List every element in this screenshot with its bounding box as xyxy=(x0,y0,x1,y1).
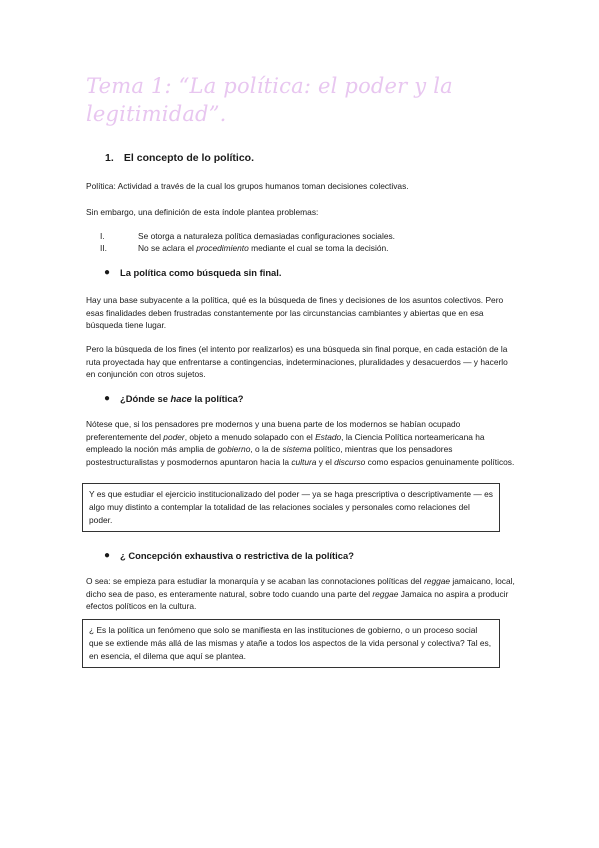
paragraph-notese: Nótese que, si los pensadores pre modernos y una buena parte de los modernos se habían ocupado preferentemente del poder, objeto a menudo solapado con el Estado, la Ciencia Política norteamericana ha empleado la noción más amplia de gobierno, o la de sistema político, mientras que los pensadores postestructuralistas y posmodernos apuntaron hacia la cultura y el discurso como espacios genuinamente políticos. xyxy=(86,419,515,467)
list-item xyxy=(100,242,520,254)
section-heading-text: El concepto de lo político. xyxy=(123,152,255,164)
bullet-icon: ● xyxy=(104,266,111,278)
bullet-heading xyxy=(104,393,243,404)
paragraph-politica-definition: Política: Actividad a través de la cual los grupos humanos toman decisiones colectivas. xyxy=(86,181,409,191)
paragraph-o-sea: O sea: se empieza para estudiar la monarquía y se acaban las connotaciones políticas del reggae jamaicano, local, dicho sea de paso, es enteramente natural, sobre todo cuando una parte del reggae Jamaica no aspira a producir efectos políticos en la cultura. xyxy=(86,576,515,612)
section-number: 1. xyxy=(105,152,114,164)
bullet-heading xyxy=(104,267,281,278)
problems-list xyxy=(100,230,520,254)
paragraph-base-subyacente: Hay una base subyacente a la política, qué es la búsqueda de fines y decisiones de los asuntos colectivos. Pero esas finalidades deben frustradas constantemente por las circunstancias cambiantes y abiertas que en esa búsqueda tiene lugar. xyxy=(86,295,504,331)
question-box: ¿ Es la política un fenómeno que solo se manifiesta en las instituciones de gobierno, o un proceso social que se extiende más allá de las mismas y atañe a todos los aspectos de la vida personal y colectiva? Tal es, en esencia, el dilema que aquí se plantea. xyxy=(82,619,500,668)
paragraph-busqueda-sin-final: Pero la búsqueda de los fines (el intento por realizarlos) es una búsqueda sin final porque, en cada estación de la ruta proyectada hay que enfrentarse a contingencias, indeterminaciones, pluralidades y desacuerdos — y hacerlo en conjunción con otros sujetos. xyxy=(86,344,508,380)
list-item-text: Se otorga a naturaleza política demasiadas configuraciones sociales. xyxy=(138,231,395,241)
quote-box: Y es que estudiar el ejercicio institucionalizado del poder — ya se haga prescriptiva o descriptivamente — es algo muy distinto a contemplar la totalidad de las relaciones sociales y personales como relaciones del poder. xyxy=(82,483,500,532)
bullet-icon: ● xyxy=(104,392,111,404)
roman-numeral: I. xyxy=(100,231,105,241)
bullet-heading-text: ¿Dónde se hace la política? xyxy=(120,393,244,404)
section-heading xyxy=(105,152,254,164)
bullet-icon: ● xyxy=(104,549,111,561)
list-item-text: No se aclara el procedimiento mediante el cual se toma la decisión. xyxy=(138,243,389,253)
roman-numeral: II. xyxy=(100,243,107,253)
page-title: Tema 1: “La política: el poder y la legitimidad”. xyxy=(86,74,453,126)
paragraph-sin-embargo: Sin embargo, una definición de esta índole plantea problemas: xyxy=(86,207,319,217)
bullet-heading-text: La política como búsqueda sin final. xyxy=(120,267,282,278)
bullet-heading-text: ¿ Concepción exhaustiva o restrictiva de la política? xyxy=(120,550,354,561)
bullet-heading xyxy=(104,550,354,561)
list-item xyxy=(100,230,520,242)
